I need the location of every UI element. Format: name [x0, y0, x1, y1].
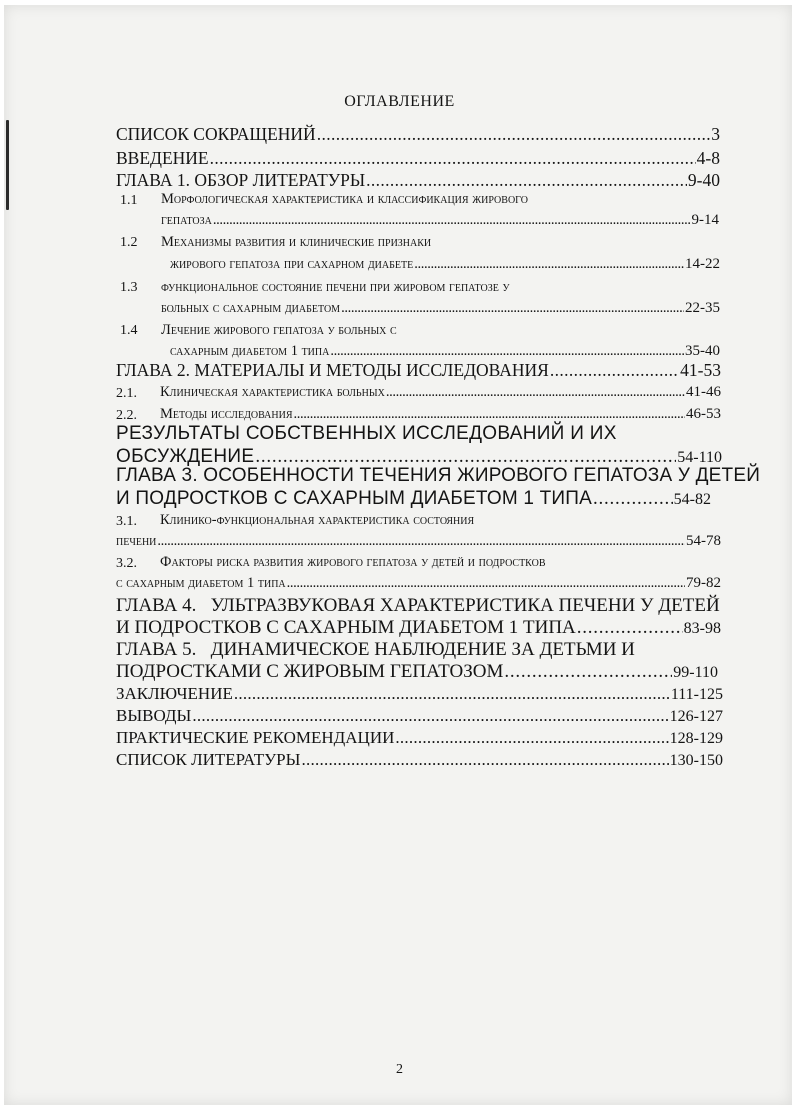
toc-entry-number: 2.1. — [116, 386, 137, 401]
toc-entry-chapter-5 — [116, 661, 718, 683]
toc-entry-recommendations — [116, 728, 723, 748]
toc-leader — [414, 256, 684, 273]
toc-leader — [395, 728, 668, 748]
page-title: ОГЛАВЛЕНИЕ — [344, 93, 455, 110]
toc-entry-title-line: РЕЗУЛЬТАТЫ СОБСТВЕННЫХ ИССЛЕДОВАНИЙ И ИХ — [116, 423, 617, 444]
toc-entry-number: 1.4 — [120, 323, 138, 338]
toc-entry-title: Методы исследования — [160, 406, 293, 422]
toc-leader — [234, 684, 670, 704]
toc-entry-title: печени — [116, 533, 157, 549]
toc-entry-page: 99-110 — [673, 664, 718, 681]
toc-entry-chapter-5-line1 — [116, 639, 635, 661]
toc-entry-references — [116, 750, 723, 770]
toc-entry-page: 130-150 — [669, 752, 723, 769]
toc-entry-introduction — [116, 148, 720, 169]
toc-entry-number: 3.1. — [116, 514, 137, 529]
toc-leader — [341, 300, 684, 317]
toc-leader — [301, 750, 668, 770]
toc-entry-page: 22-35 — [685, 300, 720, 316]
toc-entry-title: ГЛАВА 1. ОБЗОР ЛИТЕРАТУРЫ — [116, 170, 366, 190]
toc-entry-page: 14-22 — [685, 256, 720, 272]
toc-entry-title: И ПОДРОСТКОВ С САХАРНЫМ ДИАБЕТОМ 1 ТИПА — [116, 617, 576, 638]
toc-entry-title: ПРАКТИЧЕСКИЕ РЕКОМЕНДАЦИИ — [116, 728, 395, 747]
toc-leader — [192, 706, 668, 726]
toc-entry-page: 79-82 — [686, 575, 721, 591]
toc-entry-page: 35-40 — [685, 343, 720, 359]
toc-entry-page: 83-98 — [683, 620, 721, 637]
toc-entry-title: сахарным диабетом 1 типа — [170, 343, 330, 359]
toc-entry-title: ЗАКЛЮЧЕНИЕ — [116, 684, 233, 703]
toc-entry-1-2 — [170, 256, 720, 273]
toc-entry-chapter-3-line1 — [116, 465, 760, 487]
toc-entry-page: 4-8 — [696, 148, 720, 168]
toc-leader — [287, 575, 685, 592]
toc-entry-findings — [116, 706, 723, 726]
toc-entry-results-line1 — [116, 423, 617, 445]
toc-entry-title-line: Морфологическая характеристика и классификация жирового — [161, 191, 528, 207]
toc-entry-page: 128-129 — [669, 730, 723, 747]
toc-leader — [386, 384, 685, 401]
toc-entry-2-2 — [160, 406, 721, 423]
toc-entry-number: 1.2 — [120, 235, 138, 250]
toc-leader — [317, 124, 711, 145]
toc-entry-1-4 — [170, 343, 720, 360]
toc-entry-1-4-line1 — [161, 322, 397, 339]
toc-entry-chapter-2 — [116, 360, 721, 381]
toc-entry-title-line: Факторы риска развития жирового гепатоза у детей и подростков — [160, 554, 546, 570]
toc-entry-title-line: ГЛАВА 5. ДИНАМИЧЕСКОЕ НАБЛЮДЕНИЕ ЗА ДЕТЬМИ И — [116, 639, 635, 660]
toc-entry-title: СПИСОК СОКРАЩЕНИЙ — [116, 124, 316, 144]
toc-entry-title-line: Механизмы развития и клинические признаки — [161, 234, 432, 250]
toc-entry-chapter-1 — [116, 170, 720, 191]
toc-entry-title: ОБСУЖДЕНИЕ — [116, 446, 255, 467]
toc-entry-title-line: ГЛАВА 4. УЛЬТРАЗВУКОВАЯ ХАРАКТЕРИСТИКА ПЕЧЕНИ У ДЕТЕЙ — [116, 595, 720, 616]
toc-entry-page: 54-110 — [677, 449, 722, 466]
scan-edge-mark — [6, 120, 9, 210]
toc-entry-title: больных с сахарным диабетом — [161, 300, 341, 316]
toc-leader — [213, 212, 691, 229]
toc-entry-title: с сахарным диабетом 1 типа — [116, 575, 286, 591]
toc-entry-title: СПИСОК ЛИТЕРАТУРЫ — [116, 750, 301, 769]
toc-entry-page: 9-14 — [691, 212, 719, 228]
toc-entry-chapter-4 — [116, 617, 721, 639]
toc-leader — [504, 661, 672, 683]
toc-entry-title: гепатоза — [161, 212, 212, 228]
toc-entry-1-1-line1 — [161, 191, 528, 208]
toc-entry-title: ВЫВОДЫ — [116, 706, 192, 725]
toc-entry-chapter-3 — [116, 488, 711, 510]
toc-leader — [366, 170, 687, 191]
toc-entry-title: Клиническая характеристика больных — [160, 384, 385, 400]
toc-entry-page: 9-40 — [687, 170, 720, 190]
toc-entry-number: 2.2. — [116, 408, 137, 423]
toc-entry-3-1 — [116, 533, 721, 550]
toc-entry-page: 41-46 — [686, 384, 721, 400]
toc-entry-page: 41-53 — [680, 360, 721, 380]
toc-leader — [210, 148, 696, 169]
toc-entry-number: 1.3 — [120, 280, 138, 295]
toc-entry-title: ВВЕДЕНИЕ — [116, 148, 209, 168]
toc-entry-1-3-line1 — [161, 279, 510, 296]
toc-entry-title-line: Лечение жирового гепатоза у больных с — [161, 322, 397, 338]
toc-entry-page: 111-125 — [670, 686, 723, 703]
toc-entry-page: 3 — [711, 124, 720, 144]
toc-entry-3-2-line1 — [160, 554, 546, 571]
toc-leader — [593, 488, 673, 510]
toc-entry-3-2 — [116, 575, 721, 592]
toc-leader — [577, 617, 683, 639]
toc-entry-title-line: Клинико-функциональная характеристика состояния — [160, 512, 475, 528]
toc-entry-page: 54-78 — [686, 533, 721, 549]
toc-entry-1-1 — [161, 212, 719, 229]
toc-entry-chapter-4-line1 — [116, 595, 720, 617]
page-number: 2 — [396, 1062, 403, 1077]
toc-leader — [550, 360, 679, 381]
toc-entry-title: ПОДРОСТКАМИ С ЖИРОВЫМ ГЕПАТОЗОМ — [116, 661, 504, 682]
toc-entry-page: 126-127 — [669, 708, 723, 725]
toc-entry-title-line: функциональное состояние печени при жировом гепатозе у — [161, 279, 510, 295]
toc-leader — [157, 533, 685, 550]
toc-leader — [294, 406, 686, 423]
toc-entry-3-1-line1 — [160, 512, 474, 529]
toc-entry-page: 54-82 — [673, 491, 711, 508]
toc-entry-page: 46-53 — [686, 406, 721, 422]
toc-entry-2-1 — [160, 384, 721, 401]
toc-entry-number: 3.2. — [116, 556, 137, 571]
toc-entry-title-line: ГЛАВА 3. ОСОБЕННОСТИ ТЕЧЕНИЯ ЖИРОВОГО ГЕПАТОЗА У ДЕТЕЙ — [116, 465, 761, 486]
toc-entry-title: жирового гепатоза при сахарном диабете — [170, 256, 414, 272]
toc-entry-1-3 — [161, 300, 720, 317]
toc-entry-title: И ПОДРОСТКОВ С САХАРНЫМ ДИАБЕТОМ 1 ТИПА — [116, 488, 592, 509]
toc-entry-number: 1.1 — [120, 193, 138, 208]
toc-entry-conclusion — [116, 684, 723, 704]
toc-leader — [330, 343, 684, 360]
toc-entry-abbreviations — [116, 124, 720, 145]
toc-entry-title: ГЛАВА 2. МАТЕРИАЛЫ И МЕТОДЫ ИССЛЕДОВАНИЯ — [116, 360, 549, 380]
toc-entry-1-2-line1 — [161, 234, 431, 251]
